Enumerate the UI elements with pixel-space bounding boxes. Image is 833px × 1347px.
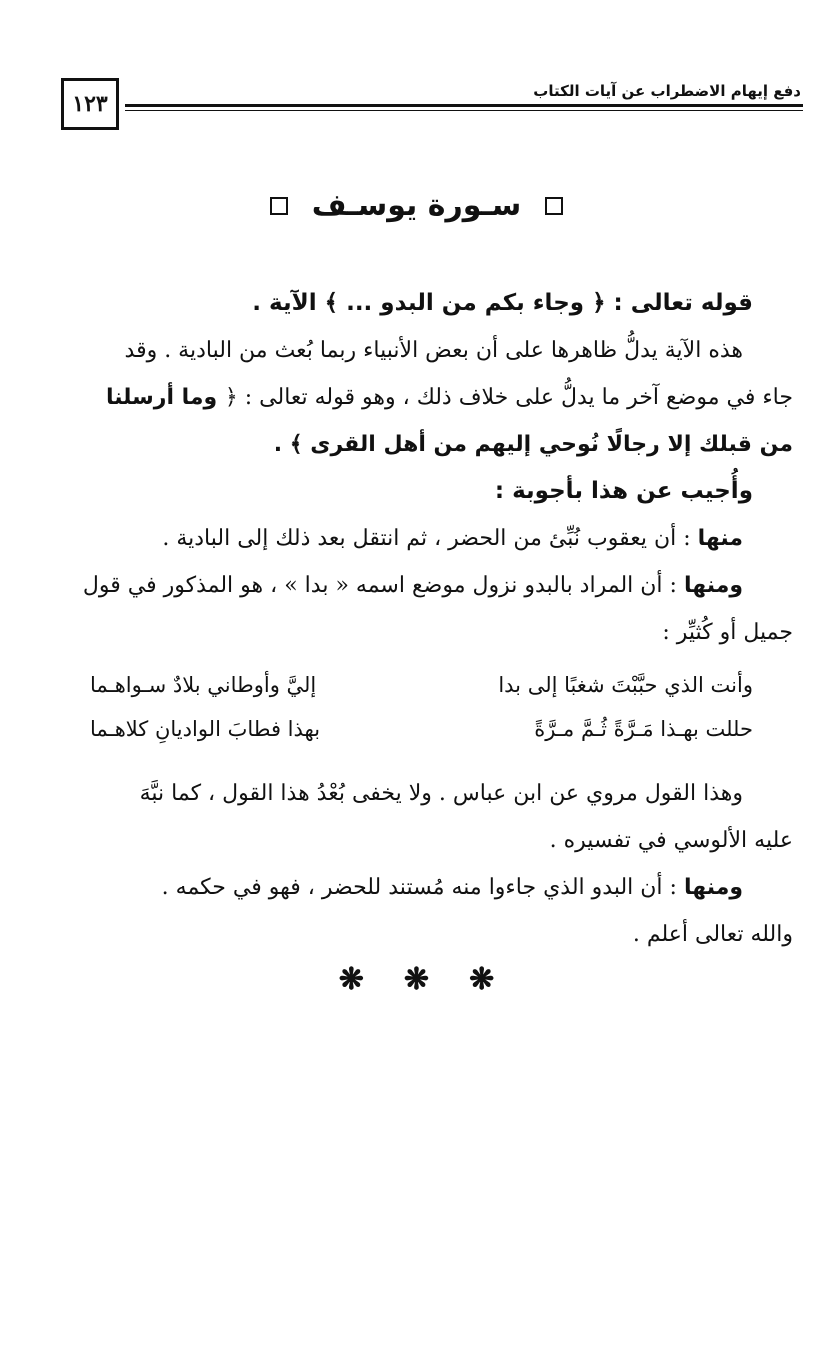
answer-text: : أن المراد بالبدو نزول موضع اسمه « بدا » ، هو المذكور في قول [82, 573, 684, 598]
verse-heading: قوله تعالى : ﴿ وجاء بكم من البدو ... ﴾ الآية . [252, 290, 753, 316]
paragraph-line: جميل أو كُثيِّر : [662, 620, 793, 645]
answer-label: منها [697, 526, 743, 551]
quoted-verse-text: وما أرسلنا [105, 385, 225, 410]
section-divider [0, 962, 833, 997]
star-icon: ❋ [469, 962, 495, 997]
square-ornament-icon [270, 197, 288, 215]
paragraph-line: هذه الآية يدلُّ ظاهرها على أن بعض الأنبياء ربما بُعث من البادية . وقد [124, 338, 743, 363]
answer-text: : أن البدو الذي جاءوا منه مُستند للحضر ، فهو في حكمه . [161, 875, 684, 900]
answer-three [40, 864, 793, 911]
poem-hemistich-second: بهذا فطابَ الواديانِ كلاهـما [90, 717, 321, 741]
poem [90, 663, 753, 751]
poem-hemistich-second: إليَّ وأوطاني بلادٌ سـواهـما [90, 673, 317, 697]
header-rule-thin [125, 110, 803, 111]
paragraph-line [40, 374, 793, 421]
closing-line: والله تعالى أعلم . [632, 922, 793, 947]
answers-heading: وأُجيب عن هذا بأجوبة : [494, 478, 753, 504]
paragraph-line: وهذا القول مروي عن ابن عباس . ولا يخفى بُعْدُ هذا القول ، كما نبَّهَ [139, 781, 743, 806]
square-ornament-icon [545, 197, 563, 215]
answer-label: ومنها [683, 875, 743, 900]
poem-verse [90, 707, 753, 751]
star-icon: ❋ [403, 962, 430, 997]
answer-two [40, 562, 793, 609]
chapter-title-row [0, 188, 833, 223]
poem-verse [90, 663, 753, 707]
answer-one [40, 515, 793, 562]
running-title: دفع إيهام الاضطراب عن آيات الكتاب [533, 82, 801, 100]
poem-hemistich-first: وأنت الذي حبَّبْتَ شغبًا إلى بدا [498, 673, 753, 697]
poem-hemistich-first: حللت بهـذا مَـرَّةً ثُـمَّ مـرَّةً [534, 717, 753, 741]
paragraph-line: عليه الألوسي في تفسيره . [549, 828, 793, 853]
quoted-verse-line: من قبلك إلا رجالًا نُوحي إليهم من أهل القرى ﴾ . [273, 432, 793, 457]
page-number: ١٢٣ [72, 91, 108, 117]
star-icon: ❋ [338, 962, 364, 997]
answer-label: ومنها [683, 573, 743, 598]
chapter-title: سـورة يوسـف [311, 188, 522, 223]
paragraph-text: جاء في موضع آخر ما يدلُّ على خلاف ذلك ، وهو قوله تعالى : ﴿ [224, 385, 793, 410]
header-rule-thick [125, 104, 803, 107]
answer-text: : أن يعقوب نُبِّئ من الحضر ، ثم انتقل بعد ذلك إلى البادية . [162, 526, 698, 551]
page-number-box [61, 78, 119, 130]
main-text-continued [40, 770, 793, 958]
main-text [40, 280, 793, 656]
